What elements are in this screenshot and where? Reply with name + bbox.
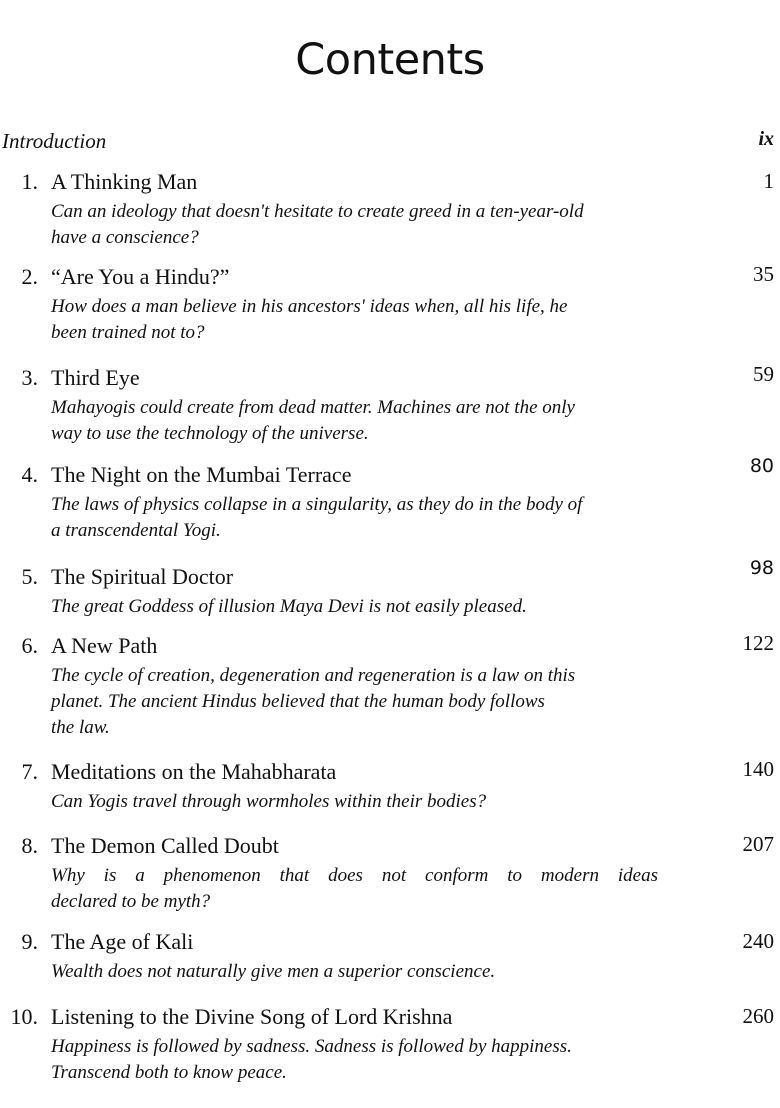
chapter-number: 9. [21,929,38,954]
chapter-title: Third Eye [51,365,140,390]
chapter-subtitle [51,959,658,985]
chapter-subtitle [51,492,658,544]
introduction-label: Introduction [2,129,107,153]
subtitle-line: How does a man believe in his ancestors' ideas when, all his life, he [51,296,568,317]
subtitle-line: been trained not to? [51,322,205,343]
subtitle-line: The laws of physics collapse in a singularity, as they do in the body of [51,494,583,515]
chapter-title: The Demon Called Doubt [51,833,279,858]
chapter-number: 7. [21,759,38,784]
subtitle-line: Can an ideology that doesn't hesitate to create greed in a ten-year-old [51,201,584,222]
chapter-subtitle [51,199,658,251]
chapter-page-number: 98 [749,557,774,579]
chapter-subtitle [51,789,658,815]
chapter-subtitle [51,863,658,915]
subtitle-line: planet. The ancient Hindus believed that the human body follows [51,691,545,712]
chapter-page-number: 59 [753,362,774,386]
chapter-subtitle [51,395,658,447]
chapter-title: The Age of Kali [51,929,194,954]
subtitle-line: Why is a phenomenon that does not conform to modern ideas [51,865,658,886]
chapter-number: 10. [10,1004,38,1029]
chapter-number: 6. [21,633,38,658]
chapter-title: A Thinking Man [51,169,198,194]
subtitle-line: The cycle of creation, degeneration and regeneration is a law on this [51,665,576,686]
subtitle-line: a transcendental Yogi. [51,520,221,541]
subtitle-line: declared to be myth? [51,891,211,912]
chapter-title: “Are You a Hindu?” [51,264,230,289]
chapter-title: The Spiritual Doctor [51,564,234,589]
subtitle-line: Transcend both to know peace. [51,1062,287,1083]
chapter-page-number: 122 [742,631,774,655]
chapter-number: 8. [21,833,38,858]
subtitle-line: Wealth does not naturally give men a superior conscience. [51,961,496,982]
chapter-page-number: 80 [749,455,774,477]
chapter-title: A New Path [51,633,158,658]
introduction-page-number: ix [758,128,774,150]
subtitle-line: Happiness is followed by sadness. Sadness is followed by happiness. [51,1036,572,1057]
chapter-title: Meditations on the Mahabharata [51,759,337,784]
chapter-page-number: 207 [742,832,774,856]
subtitle-line: The great Goddess of illusion Maya Devi is not easily pleased. [51,596,527,617]
subtitle-line: the law. [51,717,110,738]
chapter-title: The Night on the Mumbai Terrace [51,462,352,487]
subtitle-line: Can Yogis travel through wormholes within their bodies? [51,791,487,812]
chapter-number: 3. [21,365,38,390]
page-title: Contents [295,34,485,85]
chapter-page-number: 35 [753,262,774,286]
chapter-subtitle [51,294,658,346]
chapter-number: 5. [21,564,38,589]
chapter-subtitle [51,594,658,620]
chapter-subtitle [51,1034,658,1086]
chapter-page-number: 1 [763,169,774,193]
chapter-number: 2. [21,264,38,289]
chapter-number: 1. [21,169,38,194]
chapter-subtitle [51,663,658,741]
chapter-title: Listening to the Divine Song of Lord Krishna [51,1004,453,1029]
chapter-number: 4. [21,462,38,487]
subtitle-line: way to use the technology of the universe. [51,423,369,444]
subtitle-line: have a conscience? [51,227,199,248]
chapter-page-number: 240 [742,929,774,953]
chapter-page-number: 260 [742,1004,774,1028]
subtitle-line: Mahayogis could create from dead matter. Machines are not the only [51,397,575,418]
chapter-page-number: 140 [742,757,774,781]
